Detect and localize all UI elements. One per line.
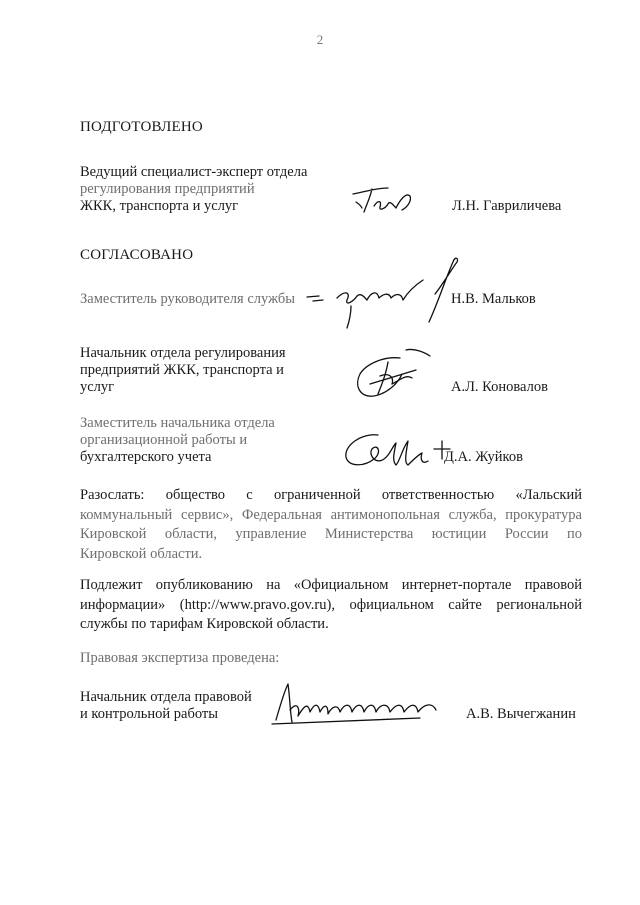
signatory-1-name: Н.В. Мальков: [451, 291, 536, 307]
distribution-line: Разослать: общество с ограниченной ответственностью «Лальский: [80, 487, 582, 503]
signatory-2-position: Начальник отдела регулирования: [80, 345, 286, 361]
legal-review-note: Правовая экспертиза проведена:: [80, 650, 280, 666]
publication-line: информации» (http://www.pravo.gov.ru), официальном сайте региональной: [80, 596, 582, 613]
publication-line: Подлежит опубликованию на «Официальном интернет-портале правовой: [80, 577, 582, 593]
prepared-heading: ПОДГОТОВЛЕНО: [80, 119, 203, 135]
signatory-3-name: Д.А. Жуйков: [444, 449, 523, 465]
signatory-2-position: услуг: [80, 379, 115, 395]
distribution-line: Кировской области, управление Министерства юстиции России по: [80, 526, 582, 542]
signatory-2-signature: [340, 340, 440, 402]
signatory-2-position: предприятий ЖКК, транспорта и: [80, 362, 284, 378]
prepared-name: Л.Н. Гавриличева: [452, 198, 562, 214]
signatory-3-signature: [338, 425, 468, 475]
legal-review-signature: [270, 680, 455, 730]
prepared-position-line: регулирования предприятий: [80, 181, 255, 197]
signatory-3-position: Заместитель начальника отдела: [80, 415, 275, 431]
publication-notice: [80, 576, 582, 635]
page-number: 2: [316, 32, 324, 47]
prepared-position-line: Ведущий специалист-эксперт отдела: [80, 164, 308, 180]
signatory-1-signature: [305, 254, 470, 334]
prepared-position-line: ЖКК, транспорта и услуг: [80, 198, 239, 214]
signatory-3-position: бухгалтерского учета: [80, 449, 212, 465]
signatory-3-position: организационной работы и: [80, 432, 248, 448]
distribution-line: Кировской области.: [80, 545, 203, 562]
distribution-line: коммунальный сервис», Федеральная антимонопольная служба, прокуратура: [80, 506, 582, 523]
legal-review-position: Начальник отдела правовой: [80, 689, 252, 705]
publication-line: службы по тарифам Кировской области.: [80, 616, 329, 632]
legal-review-name: А.В. Вычегжанин: [466, 706, 576, 722]
distribution-list: [80, 486, 582, 564]
signatory-2-name: А.Л. Коновалов: [451, 379, 548, 395]
prepared-signature: [350, 182, 420, 218]
legal-review-position: и контрольной работы: [80, 706, 218, 722]
signatory-1-position: Заместитель руководителя службы: [80, 291, 296, 307]
approved-heading: СОГЛАСОВАНО: [80, 247, 194, 263]
